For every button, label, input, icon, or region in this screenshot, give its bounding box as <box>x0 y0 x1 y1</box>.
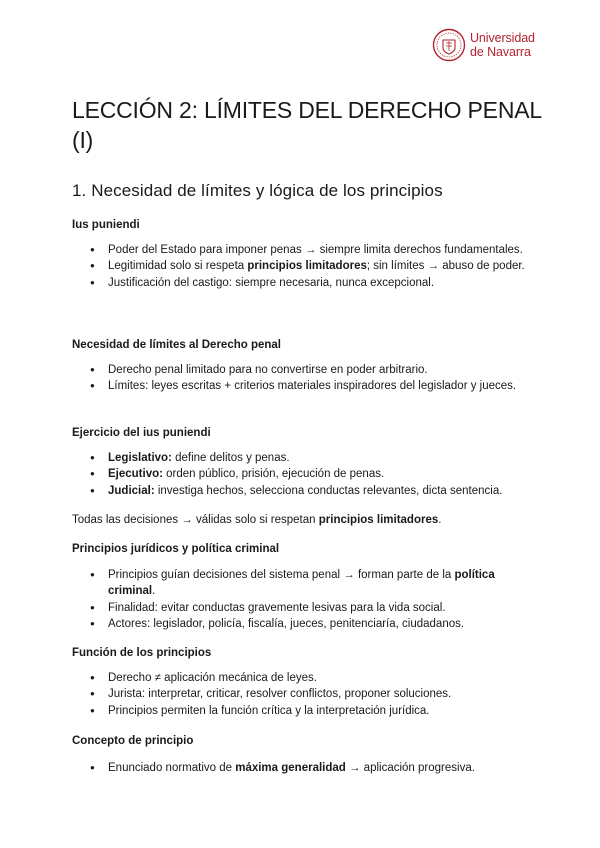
university-seal-icon <box>432 28 466 62</box>
section-heading: Función de los principios <box>72 647 212 659</box>
list-item: ● Actores: legislador, policía, fiscalía, jueces, penitenciaría, ciudadanos. <box>72 616 532 632</box>
list-item: ● Legitimidad solo si respeta principios limitadores; sin límites → abuso de poder. <box>72 258 532 274</box>
list-item: ● Enunciado normativo de máxima generalidad → aplicación progresiva. <box>72 760 532 776</box>
list-item: ● Ejecutivo: orden público, prisión, ejecución de penas. <box>72 466 532 482</box>
list-item: ● Legislativo: define delitos y penas. <box>72 450 532 466</box>
bullet-list <box>72 450 532 499</box>
university-name-line1: Universidad <box>470 31 535 45</box>
list-item: ● Principios permiten la función crítica y la interpretación jurídica. <box>72 703 532 719</box>
section-heading: Concepto de principio <box>72 735 194 747</box>
section-heading: Necesidad de límites al Derecho penal <box>72 339 281 351</box>
university-name <box>470 31 535 59</box>
section-heading: Principios jurídicos y política criminal <box>72 543 280 555</box>
paragraph: Todas las decisiones → válidas solo si respetan principios limitadores. <box>72 514 442 526</box>
list-item: ● Límites: leyes escritas + criterios materiales inspiradores del legislador y jueces. <box>72 378 532 394</box>
page-title: LECCIÓN 2: LÍMITES DEL DERECHO PENAL (I) <box>72 97 542 153</box>
bullet-list <box>72 760 532 776</box>
section-heading: Ius puniendi <box>72 219 140 231</box>
university-name-line2: de Navarra <box>470 45 531 59</box>
list-item: ● Derecho ≠ aplicación mecánica de leyes. <box>72 670 532 686</box>
list-item: ● Jurista: interpretar, criticar, resolver conflictos, proponer soluciones. <box>72 686 532 702</box>
university-logo <box>432 28 535 62</box>
bullet-list <box>72 362 532 395</box>
bullet-list <box>72 567 532 632</box>
section-heading: Ejercicio del ius puniendi <box>72 427 211 439</box>
section-title: 1. Necesidad de límites y lógica de los principios <box>72 181 443 200</box>
list-item: ● Principios guían decisiones del sistema penal → forman parte de la política criminal. <box>72 567 532 600</box>
list-item: ● Judicial: investiga hechos, selecciona conductas relevantes, dicta sentencia. <box>72 483 532 499</box>
bullet-list <box>72 670 532 719</box>
list-item: ● Derecho penal limitado para no convertirse en poder arbitrario. <box>72 362 532 378</box>
list-item: ● Finalidad: evitar conductas gravemente lesivas para la vida social. <box>72 600 532 616</box>
list-item: ● Poder del Estado para imponer penas → siempre limita derechos fundamentales. <box>72 242 532 258</box>
list-item: ● Justificación del castigo: siempre necesaria, nunca excepcional. <box>72 275 532 291</box>
bullet-list <box>72 242 532 291</box>
